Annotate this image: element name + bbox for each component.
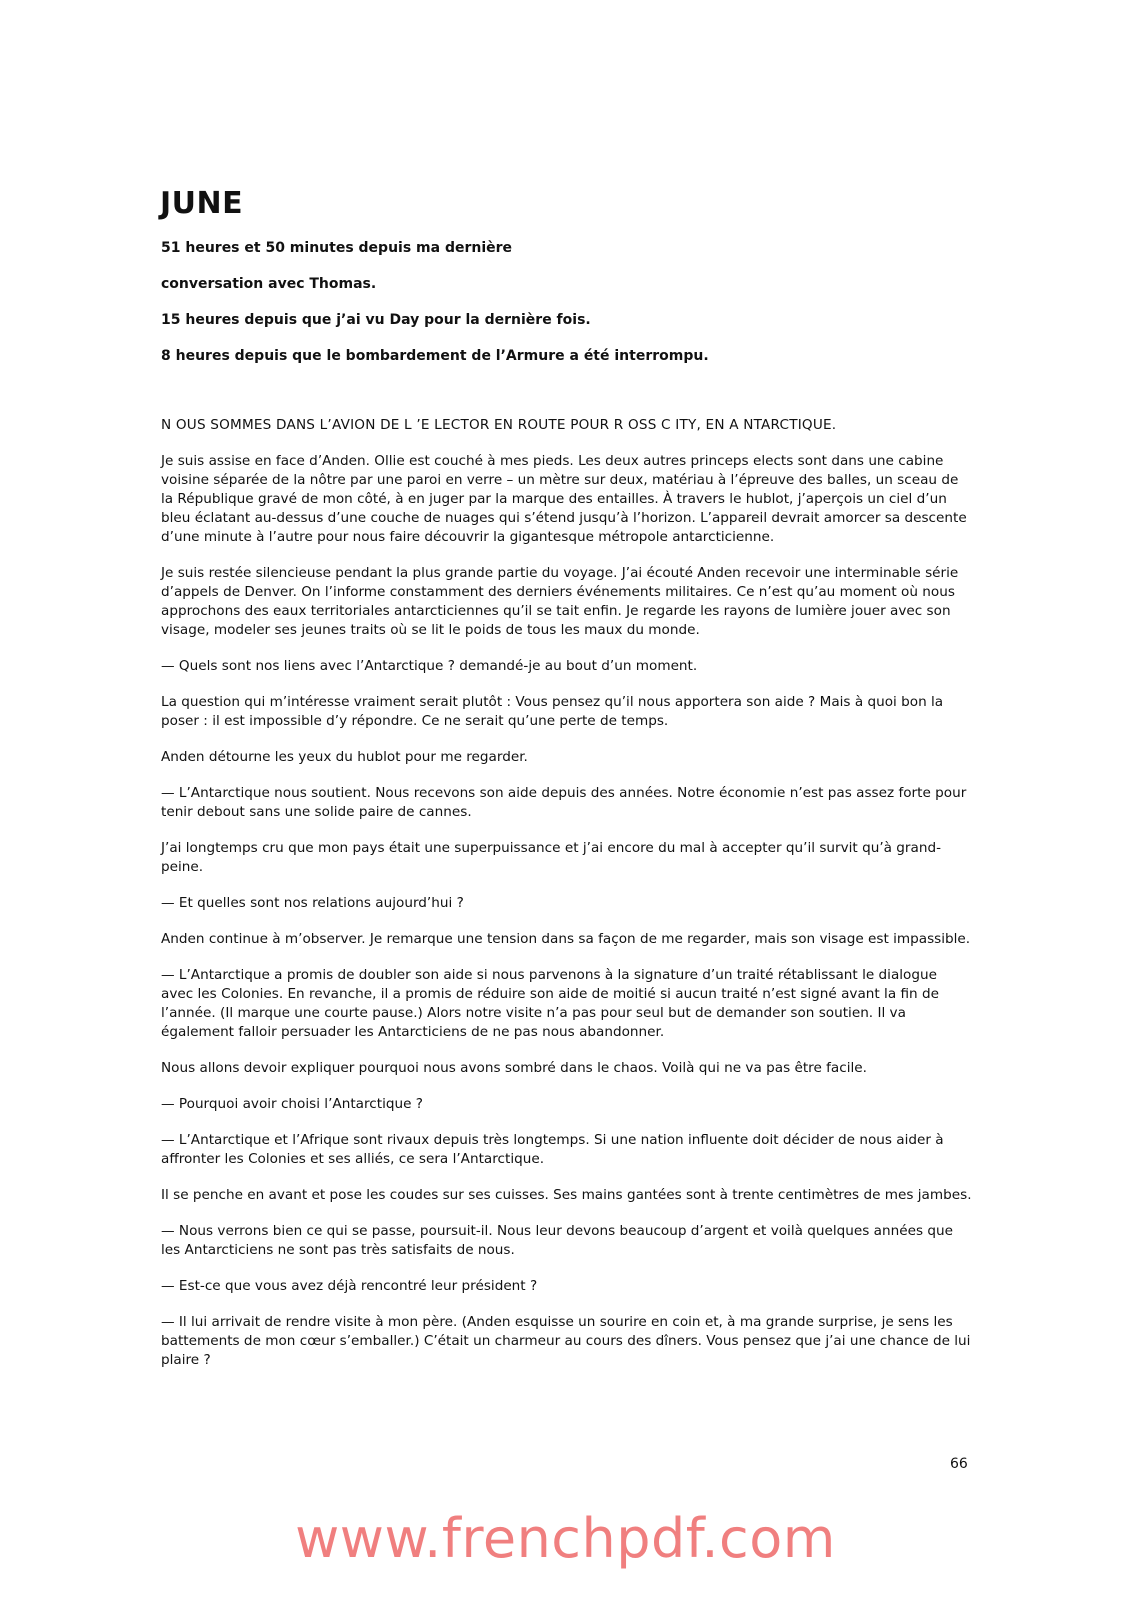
timeline-block bbox=[161, 239, 981, 383]
paragraph: — Quels sont nos liens avec l’Antarctique ? demandé-je au bout d’un moment. bbox=[161, 658, 698, 674]
paragraph: Il se penche en avant et pose les coudes sur ses cuisses. Ses mains gantées sont à trente centimètres de mes jambes. bbox=[161, 1187, 972, 1203]
paragraph: Je suis restée silencieuse pendant la plus grande partie du voyage. J’ai écouté Anden recevoir une interminable série d’appels de Denver. On l’informe constamment des derniers événements militaires. Ce n’est qu’au moment où nous approchons des eaux territoriales antarcticiennes qu’il se tait enfin. Je regarde les rayons de lumière jouer avec son visage, modeler ses jeunes traits où se lit le poids de tous les maux du monde. bbox=[161, 565, 959, 638]
paragraph: — Pourquoi avoir choisi l’Antarctique ? bbox=[161, 1096, 423, 1112]
paragraph: Nous allons devoir expliquer pourquoi nous avons sombré dans le chaos. Voilà qui ne va pas être facile. bbox=[161, 1060, 867, 1076]
paragraph: J’ai longtemps cru que mon pays était une superpuissance et j’ai encore du mal à accepter qu’il survit qu’à grand-peine. bbox=[161, 840, 941, 875]
page-number: 66 bbox=[950, 1456, 968, 1472]
paragraph: — Il lui arrivait de rendre visite à mon père. (Anden esquisse un sourire en coin et, à ma grande surprise, je sens les battements de mon cœur s’emballer.) C’était un charmeur au cours des dîners. Vous pensez que j’ai une chance de lui plaire ? bbox=[161, 1314, 971, 1368]
paragraph: — L’Antarctique a promis de doubler son aide si nous parvenons à la signature d’un traité rétablissant le dialogue avec les Colonies. En revanche, il a promis de réduire son aide de moitié si aucun traité n’est signé avant la fin de l’année. (Il marque une courte pause.) Alors notre visite n’a pas pour seul but de demander son soutien. Il va également falloir persuader les Antarcticiens de ne pas nous abandonner. bbox=[161, 967, 939, 1040]
paragraph: — Est-ce que vous avez déjà rencontré leur président ? bbox=[161, 1278, 538, 1294]
paragraph: Anden détourne les yeux du hublot pour me regarder. bbox=[161, 749, 528, 765]
timeline-line: conversation avec Thomas. bbox=[161, 276, 377, 292]
body-text bbox=[161, 416, 973, 1387]
paragraph: — L’Antarctique nous soutient. Nous recevons son aide depuis des années. Notre économie n’est pas assez forte pour tenir debout sans une solide paire de cannes. bbox=[161, 785, 967, 820]
timeline-line: 15 heures depuis que j’ai vu Day pour la dernière fois. bbox=[161, 312, 591, 328]
chapter-title: JUNE bbox=[160, 186, 244, 221]
timeline-line: 51 heures et 50 minutes depuis ma dernière bbox=[161, 240, 513, 256]
watermark-url: www.frenchpdf.com bbox=[295, 1507, 836, 1570]
timeline-line: 8 heures depuis que le bombardement de l’Armure a été interrompu. bbox=[161, 348, 709, 364]
opening-line: N OUS SOMMES DANS L’AVION DE L ’E LECTOR EN ROUTE POUR R OSS C ITY, EN A NTARCTIQUE. bbox=[161, 417, 837, 433]
paragraph: La question qui m’intéresse vraiment serait plutôt : Vous pensez qu’il nous apportera son aide ? Mais à quoi bon la poser : il est impossible d’y répondre. Ce ne serait qu’une perte de temps. bbox=[161, 694, 944, 729]
paragraph: Je suis assise en face d’Anden. Ollie est couché à mes pieds. Les deux autres princeps elects sont dans une cabine voisine séparée de la nôtre par une paroi en verre – un mètre sur deux, matériau à l’épreuve des balles, un sceau de la République gravé de mon côté, à en juger par la marque des entailles. À travers le hublot, j’aperçois un ciel d’un bleu éclatant au-dessus d’une couche de nuages qui s’étend jusqu’à l’horizon. L’appareil devrait amorcer sa descente d’une minute à l’autre pour nous faire découvrir la gigantesque métropole antarcticienne. bbox=[161, 453, 967, 545]
paragraph: Anden continue à m’observer. Je remarque une tension dans sa façon de me regarder, mais son visage est impassible. bbox=[161, 931, 971, 947]
paragraph: — L’Antarctique et l’Afrique sont rivaux depuis très longtemps. Si une nation influente doit décider de nous aider à affronter les Colonies et ses alliés, ce sera l’Antarctique. bbox=[161, 1132, 944, 1167]
paragraph: — Et quelles sont nos relations aujourd’hui ? bbox=[161, 895, 464, 911]
paragraph: — Nous verrons bien ce qui se passe, poursuit-il. Nous leur devons beaucoup d’argent et voilà quelques années que les Antarcticiens ne sont pas très satisfaits de nous. bbox=[161, 1223, 953, 1258]
